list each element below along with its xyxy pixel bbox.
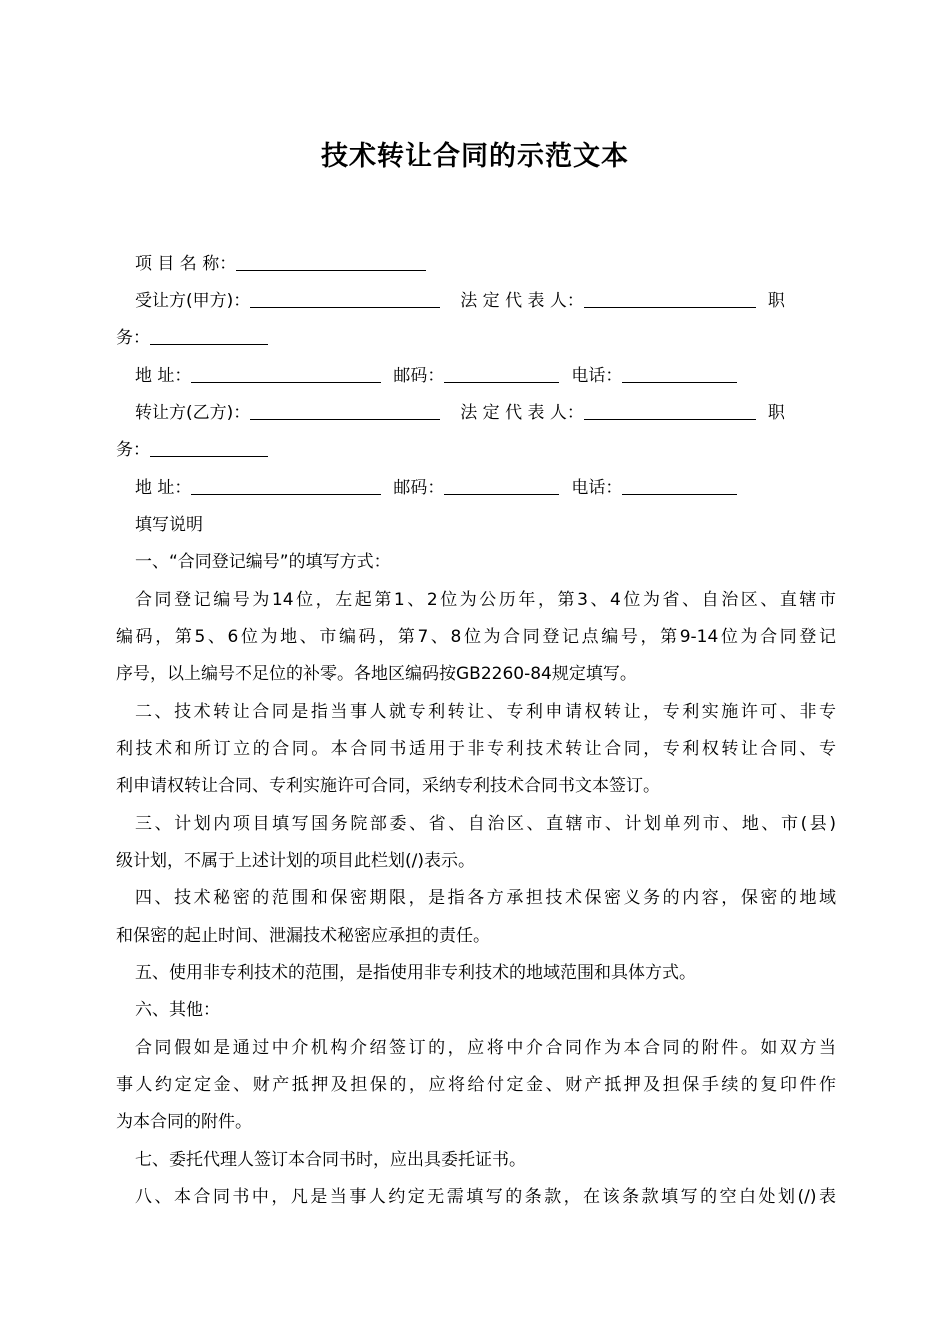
assignor-address-blank[interactable] <box>191 478 381 495</box>
project-name-blank[interactable] <box>236 254 426 271</box>
instruction-line: 五、使用非专利技术的范围，是指使用非专利技术的地域范围和具体方式。 <box>135 963 696 983</box>
assignor-row <box>135 401 836 425</box>
assignor-blank[interactable] <box>250 403 440 420</box>
assignee-blank[interactable] <box>250 291 440 308</box>
assignee-label: 受让方(甲方)： <box>135 291 251 311</box>
instruction-line: 编码，第5、6位为地、市编码，第7、8位为合同登记点编号，第9-14位为合同登记 <box>116 627 836 647</box>
assignee-position-label-tail: 务： <box>116 328 150 348</box>
assignee-legal-rep-blank[interactable] <box>584 291 756 308</box>
assignor-address-label: 地 址： <box>135 478 192 498</box>
assignee-position-blank[interactable] <box>150 328 268 345</box>
assignee-row <box>135 289 836 313</box>
instruction-line: 七、委托代理人签订本合同书时，应出具委托证书。 <box>135 1150 526 1170</box>
instruction-line: 利技术和所订立的合同。本合同书适用于非专利技术转让合同，专利权转让合同、专 <box>116 739 836 759</box>
assignor-postcode-blank[interactable] <box>444 478 559 495</box>
assignor-position-blank[interactable] <box>150 440 268 457</box>
project-name-label: 项 目 名 称： <box>135 254 237 274</box>
assignee-position-row <box>116 326 836 350</box>
assignee-postcode-label: 邮码： <box>393 366 445 386</box>
instruction-line: 合同登记编号为14位，左起第1、2位为公历年，第3、4位为省、自治区、直辖市 <box>135 590 836 610</box>
assignor-position-label-tail: 务： <box>116 440 150 460</box>
assignee-address-row <box>135 364 836 388</box>
document-title: 技术转让合同的示范文本 <box>321 141 629 172</box>
instruction-line: 六、其他： <box>135 1000 220 1020</box>
assignee-legal-rep-label: 法 定 代 表 人： <box>460 291 584 311</box>
instruction-line: 为本合同的附件。 <box>116 1112 252 1132</box>
assignor-legal-rep-label: 法 定 代 表 人： <box>460 403 584 423</box>
assignee-phone-label: 电话： <box>571 366 623 386</box>
assignor-phone-label: 电话： <box>571 478 623 498</box>
assignor-position-label-head: 职 <box>767 403 785 423</box>
assignor-phone-blank[interactable] <box>622 478 737 495</box>
assignor-postcode-label: 邮码： <box>393 478 445 498</box>
assignee-address-label: 地 址： <box>135 366 192 386</box>
project-name-row <box>135 252 836 276</box>
instruction-line: 二、技术转让合同是指当事人就专利转让、专利申请权转让，专利实施许可、非专 <box>135 702 836 722</box>
instruction-line: 三、计划内项目填写国务院部委、省、自治区、直辖市、计划单列市、地、市(县) <box>135 814 836 834</box>
instruction-line: 事人约定定金、财产抵押及担保的，应将给付定金、财产抵押及担保手续的复印件作 <box>116 1075 836 1095</box>
assignee-position-label-head: 职 <box>767 291 785 311</box>
instruction-line: 序号，以上编号不足位的补零。各地区编码按GB2260-84规定填写。 <box>116 664 637 684</box>
assignor-position-row <box>116 438 836 462</box>
instruction-line: 利申请权转让合同、专利实施许可合同，采纳专利技术合同书文本签订。 <box>116 776 660 796</box>
instruction-line: 一、“合同登记编号”的填写方式： <box>135 552 391 572</box>
instruction-line: 八、本合同书中，凡是当事人约定无需填写的条款，在该条款填写的空白处划(/)表 <box>135 1187 836 1207</box>
assignee-phone-blank[interactable] <box>622 366 737 383</box>
assignor-label: 转让方(乙方)： <box>135 403 251 423</box>
assignor-legal-rep-blank[interactable] <box>584 403 756 420</box>
assignor-address-row <box>135 476 836 500</box>
assignee-address-blank[interactable] <box>191 366 381 383</box>
instruction-line: 四、技术秘密的范围和保密期限，是指各方承担技术保密义务的内容，保密的地域 <box>135 888 836 908</box>
instruction-line: 和保密的起止时间、泄漏技术秘密应承担的责任。 <box>116 926 490 946</box>
assignee-postcode-blank[interactable] <box>444 366 559 383</box>
instruction-line: 级计划，不属于上述计划的项目此栏划(/)表示。 <box>116 851 475 871</box>
instruction-line: 合同假如是通过中介机构介绍签订的，应将中介合同作为本合同的附件。如双方当 <box>135 1038 836 1058</box>
instructions-heading: 填写说明 <box>135 515 203 535</box>
